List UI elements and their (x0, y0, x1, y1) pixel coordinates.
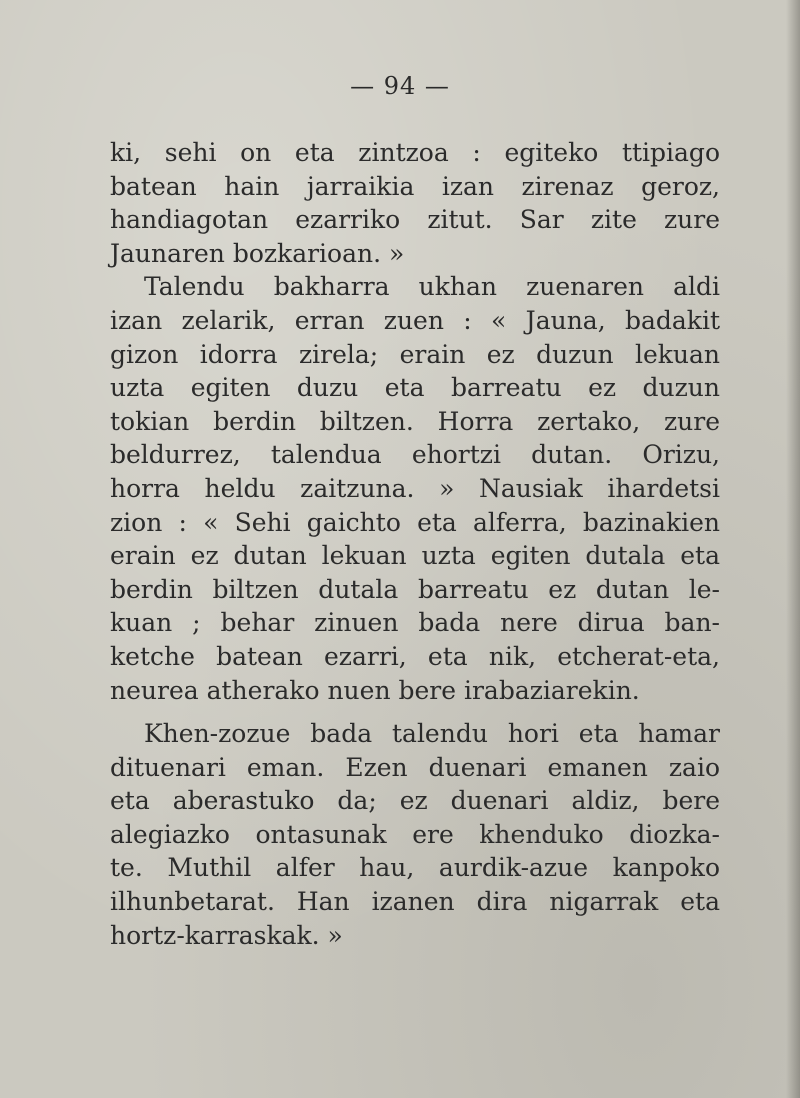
text-line: ki, sehi on eta zintzoa : egiteko ttipiago (110, 138, 720, 167)
text-line: ketche batean ezarri, eta nik, etcherat-eta, (110, 641, 720, 671)
body-text (110, 136, 720, 952)
text-line: horra heldu zaitzuna. » Nausiak ihardetsi (110, 473, 720, 503)
text-line: hortz-karraskak. » (110, 920, 343, 950)
text-line: gizon idorra zirela; erain ez duzun lekuan (110, 339, 720, 369)
text-line: beldurrez, talendua ehortzi dutan. Orizu, (110, 440, 720, 470)
text-line: Khen-zozue bada talendu hori eta hamar (144, 719, 720, 749)
text-line: te. Muthil alfer hau, aurdik-azue kanpoko (110, 853, 720, 883)
text-line: izan zelarik, erran zuen : « Jauna, badakit (110, 305, 720, 335)
text-line: zion : « Sehi gaichto eta alferra, bazinakien (110, 507, 720, 537)
text-line: berdin biltzen dutala barreatu ez dutan le- (110, 574, 720, 604)
text-line: uzta egiten duzu eta barreatu ez duzun (110, 373, 720, 403)
paragraph (110, 136, 720, 270)
text-line: tokian berdin biltzen. Horra zertako, zure (110, 406, 720, 436)
text-line: Talendu bakharra ukhan zuenaren aldi (144, 272, 720, 302)
page-number: — 94 — (350, 72, 450, 100)
page-edge-shadow (786, 0, 800, 1098)
text-line: eta aberastuko da; ez duenari aldiz, bere (110, 786, 720, 816)
text-line: handiagotan ezarriko zitut. Sar zite zure (110, 205, 720, 235)
text-line: kuan ; behar zinuen bada nere dirua ban- (110, 608, 720, 638)
text-line: Jaunaren bozkarioan. » (110, 238, 405, 268)
paragraph-gap (110, 707, 720, 717)
paragraph (110, 717, 720, 952)
paragraph (110, 270, 720, 707)
text-line: erain ez dutan lekuan uzta egiten dutala eta (110, 541, 720, 571)
text-line: neurea atherako nuen bere irabaziarekin. (110, 675, 640, 705)
text-line: dituenari eman. Ezen duenari emanen zaio (110, 752, 720, 782)
text-line: ilhunbetarat. Han izanen dira nigarrak eta (110, 887, 720, 917)
text-line: batean hain jarraikia izan zirenaz geroz, (110, 171, 720, 201)
text-line: alegiazko ontasunak ere khenduko diozka- (110, 819, 720, 849)
